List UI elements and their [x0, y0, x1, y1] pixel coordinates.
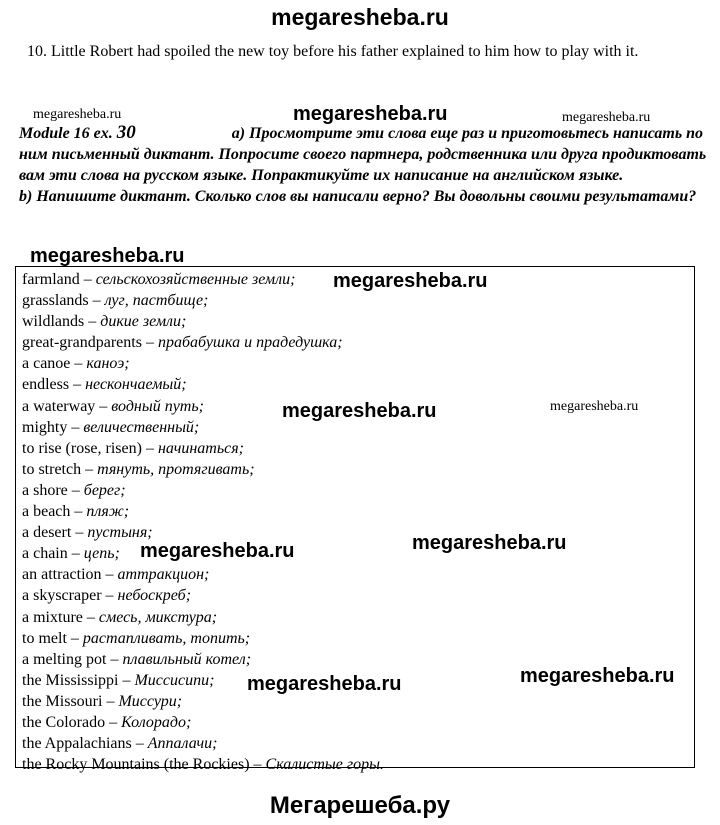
vocab-english: the Colorado	[22, 713, 106, 731]
vocab-english: a beach	[22, 503, 71, 521]
vocab-separator: –	[67, 418, 84, 436]
watermark-small: megaresheba.ru	[33, 107, 122, 122]
vocab-row	[22, 459, 694, 480]
vocab-separator: –	[95, 397, 112, 415]
vocab-separator: –	[106, 650, 123, 668]
vocab-row	[22, 585, 694, 606]
vocab-row	[22, 311, 694, 332]
vocab-separator: –	[249, 756, 266, 774]
vocab-russian: Миссисипи;	[134, 671, 215, 689]
vocab-english: the Rocky Mountains (the Rockies)	[22, 756, 250, 774]
vocab-russian: Аппалачи;	[147, 735, 218, 753]
vocab-russian: величественный;	[83, 418, 200, 436]
vocab-row	[22, 628, 694, 649]
vocab-russian: прабабушка и прадедушка;	[157, 334, 343, 352]
exercise-sentence: 10. Little Robert had spoiled the new toy before his father explained to him how to play with it.	[27, 43, 639, 60]
watermark-small: megaresheba.ru	[550, 399, 639, 414]
vocab-english: a melting pot	[22, 650, 107, 668]
vocab-russian: дикие земли;	[100, 313, 187, 331]
vocab-row	[22, 480, 694, 501]
vocab-row	[22, 564, 694, 585]
vocab-english: grasslands	[22, 292, 89, 310]
task-part-b: b) Напишите диктант. Сколько слов вы написали верно? Вы довольны своими результатами?	[19, 188, 697, 205]
vocab-row	[22, 353, 694, 374]
vocab-row	[22, 543, 694, 564]
watermark: megaresheba.ru	[293, 103, 448, 125]
task-part-a: a) Просмотрите эти слова еще раз и приготовьтесь написать по ним письменный диктант. Попросите своего партнера, родственника или друга продиктовать вам эти слова на русском языке. Попрактикуйте их написание на английском языке.	[19, 125, 707, 184]
vocab-row	[22, 754, 694, 775]
vocab-row	[22, 374, 694, 395]
vocab-english: great-grandparents	[22, 334, 142, 352]
vocab-row	[22, 501, 694, 522]
vocab-english: an attraction	[22, 566, 102, 584]
vocab-english: a chain	[22, 545, 68, 563]
vocab-separator: –	[66, 629, 83, 647]
vocab-english: mighty	[22, 418, 68, 436]
vocab-separator: –	[101, 587, 118, 605]
vocab-english: a skyscraper	[22, 587, 102, 605]
vocab-english: to stretch	[22, 460, 82, 478]
vocab-english: wildlands	[22, 313, 85, 331]
vocab-russian: плавильный котел;	[122, 650, 252, 668]
vocab-separator: –	[70, 355, 87, 373]
vocab-separator: –	[102, 692, 119, 710]
vocab-separator: –	[141, 439, 158, 457]
vocab-row	[22, 607, 694, 628]
vocab-russian: растапливать, топить;	[82, 629, 251, 647]
vocab-russian: небоскреб;	[117, 587, 192, 605]
vocab-separator: –	[67, 545, 84, 563]
vocab-russian: Колорадо;	[121, 713, 192, 731]
watermark: megaresheba.ru	[412, 532, 567, 554]
vocab-russian: сельскохозяйственные земли;	[95, 271, 296, 288]
vocab-english: the Mississippi	[22, 671, 119, 689]
vocab-english: endless	[22, 376, 70, 394]
vocab-row	[22, 438, 694, 459]
exercise-number: 30	[116, 122, 136, 143]
vocab-separator: –	[67, 481, 84, 499]
vocab-separator: –	[131, 735, 148, 753]
vocab-english: a mixture	[22, 608, 83, 626]
watermark: megaresheba.ru	[282, 400, 437, 422]
vocab-russian: аттракцион;	[117, 566, 210, 584]
vocab-english: a desert	[22, 524, 72, 542]
vocab-russian: луг, пастбище;	[104, 292, 209, 310]
vocab-english: a shore	[22, 481, 68, 499]
vocab-row	[22, 522, 694, 543]
task-instructions	[19, 122, 709, 207]
vocab-separator: –	[101, 566, 118, 584]
vocab-separator: –	[105, 713, 122, 731]
vocab-separator: –	[69, 376, 86, 394]
vocab-english: a canoe	[22, 355, 71, 373]
vocab-row	[22, 712, 694, 733]
vocab-separator: –	[84, 313, 101, 331]
watermark: megaresheba.ru	[247, 673, 402, 695]
vocab-row	[22, 733, 694, 754]
module-label: Module 16 ex.	[19, 125, 113, 142]
vocab-russian: Миссури;	[118, 692, 183, 710]
vocab-separator: –	[141, 334, 158, 352]
watermark: megaresheba.ru	[520, 665, 675, 687]
watermark: megaresheba.ru	[333, 270, 488, 292]
vocab-separator: –	[88, 292, 105, 310]
vocab-english: the Missouri	[22, 692, 103, 710]
vocab-russian: смесь, микстура;	[98, 608, 218, 626]
vocab-separator: –	[118, 671, 135, 689]
vocab-row	[22, 332, 694, 353]
watermark-small: megaresheba.ru	[562, 110, 651, 125]
vocab-separator: –	[79, 271, 96, 288]
watermark: megaresheba.ru	[140, 540, 295, 562]
vocab-english: the Appalachians	[22, 735, 132, 753]
vocab-english: to rise (rose, risen)	[22, 439, 142, 457]
vocab-russian: водный путь;	[111, 397, 204, 415]
vocab-russian: цепь;	[83, 545, 120, 563]
vocab-russian: начинаться;	[157, 439, 244, 457]
vocab-russian: каноэ;	[86, 355, 130, 373]
vocab-separator: –	[70, 503, 87, 521]
vocab-russian: Скалистые горы.	[265, 756, 384, 774]
site-title: megaresheba.ru	[271, 4, 449, 30]
vocab-english: farmland	[22, 271, 80, 288]
vocab-russian: нескончаемый;	[85, 376, 187, 394]
vocab-russian: тянуть, протягивать;	[97, 460, 255, 478]
footer-site-name: Мегарешеба.ру	[269, 792, 451, 819]
vocab-separator: –	[81, 460, 98, 478]
vocab-russian: пляж;	[86, 503, 130, 521]
vocab-english: to melt	[22, 629, 67, 647]
vocab-separator: –	[71, 524, 88, 542]
vocab-russian: берег;	[83, 481, 126, 499]
vocab-separator: –	[82, 608, 99, 626]
vocab-english: a waterway	[22, 397, 96, 415]
vocab-russian: пустыня;	[87, 524, 153, 542]
vocab-row	[22, 290, 694, 311]
watermark: megaresheba.ru	[30, 245, 185, 267]
